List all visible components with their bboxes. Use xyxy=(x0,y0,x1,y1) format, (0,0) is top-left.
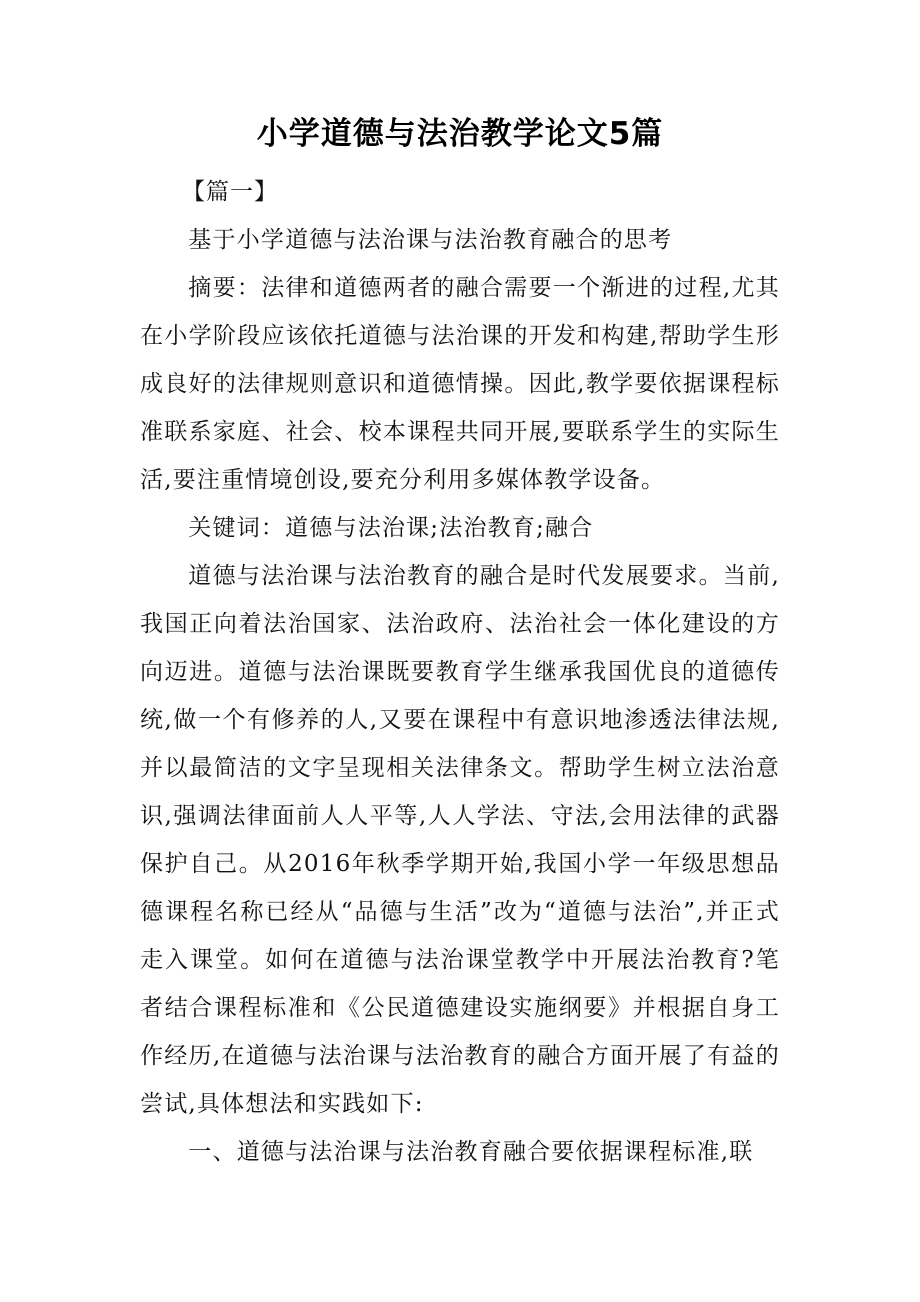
paragraph-intro: 道德与法治课与法治教育的融合是时代发展要求。当前,我国正向着法治国家、法治政府、法治社会一体化建设的方向迈进。道德与法治课既要教育学生继承我国优良的道德传统,做一个有修养的人,又要在课程中有意识地渗透法律法规,并以最简洁的文字呈现相关法律条文。帮助学生树立法治意识,强调法律面前人人平等,人人学法、守法,会用法律的武器保护自己。从2016年秋季学期开始,我国小学一年级思想品德课程名称已经从“品德与生活”改为“道德与法治”,并正式走入课堂。如何在道德与法治课堂教学中开展法治教育?笔者结合课程标准和《公民道德建设实施纲要》并根据自身工作经历,在道德与法治课与法治教育的融合方面开展了有益的尝试,具体想法和实践如下: xyxy=(140,563,780,1117)
document-title: 小学道德与法治教学论文5篇 xyxy=(256,116,664,152)
document-body xyxy=(140,168,780,1176)
section-label: 【篇一】 xyxy=(182,179,278,205)
paragraph-subtitle: 基于小学道德与法治课与法治教育融合的思考 xyxy=(188,227,673,253)
paragraph-keywords: 关键词：道德与法治课;法治教育;融合 xyxy=(188,515,594,541)
paragraph-section-one: 一、道德与法治课与法治教育融合要依据课程标准,联 xyxy=(188,1139,754,1165)
paragraph-abstract: 摘要：法律和道德两者的融合需要一个渐进的过程,尤其在小学阶段应该依托道德与法治课的开发和构建,帮助学生形成良好的法律规则意识和道德情操。因此,教学要依据课程标准联系家庭、社会、校本课程共同开展,要联系学生的实际生活,要注重情境创设,要充分利用多媒体教学设备。 xyxy=(140,275,780,493)
